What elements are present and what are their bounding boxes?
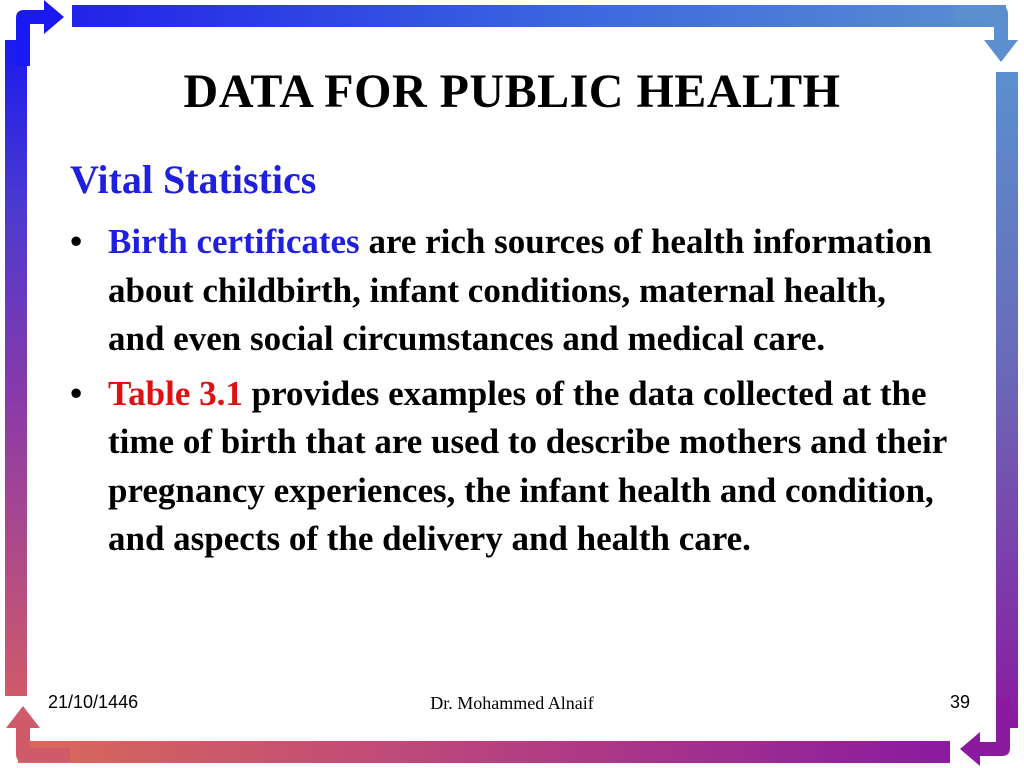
corner-arrow-top-right-icon [954,0,1024,70]
page-number: 39 [950,692,971,712]
frame-left-bar [5,40,27,696]
bullet-highlight: Birth certificates [108,222,360,261]
footer-date: 21/10/1446 [48,692,139,712]
footer-author: Dr. Mohammed Alnaif [430,693,594,713]
bullet-text: provides examples of the data collected at the time of birth that are used to describe mothers and their pregnancy experiences, the infant health and condition, and aspects of the delivery and health care. [108,373,947,558]
bullet-text: are rich sources of health information about childbirth, infant conditions, maternal health, and even social circumstances and medical care. [108,222,932,358]
bullet-highlight: Table 3.1 [108,373,243,413]
bullet-item [70,370,950,564]
corner-arrow-top-left-icon [0,0,70,70]
bullet-item [70,218,950,364]
frame-top-bar [72,5,1006,27]
slide-title: DATA FOR PUBLIC HEALTH [183,65,841,118]
section-heading: Vital Statistics [70,157,317,202]
bullet-marker: • [70,222,83,261]
frame-right-bar [996,72,1018,728]
bullet-list [70,218,950,570]
bullet-marker: • [70,373,83,413]
frame-bottom-bar [18,741,950,763]
